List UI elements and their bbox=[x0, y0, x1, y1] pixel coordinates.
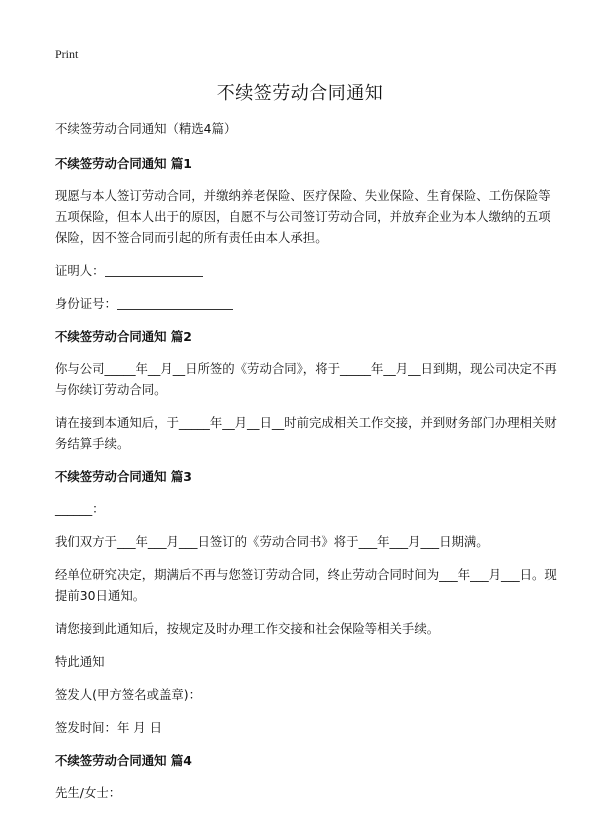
section-3-paragraph-4: 特此通知 bbox=[55, 654, 105, 669]
section-1-paragraph-1: 现愿与本人签订劳动合同，并缴纳养老保险、医疗保险、失业保险、生育保险、工伤保险等五项保险，但本人出于的原因，自愿不与公司签订劳动合同，并放弃企业为本人缴纳的五项保险，因不签合同而引起的所有责任由本人承担。 bbox=[55, 188, 551, 245]
id-number-label: 身份证号： bbox=[55, 296, 117, 311]
id-number-blank-line bbox=[117, 295, 233, 310]
section-heading-4: 不续签劳动合同通知 篇4 bbox=[55, 753, 192, 768]
section-3-paragraph-6: 签发时间：年 月 日 bbox=[55, 720, 163, 735]
section-3-paragraph-1: 我们双方于___年___月___日签订的《劳动合同书》将于___年___月___日期满。 bbox=[55, 534, 489, 549]
section-3-paragraph-5: 签发人(甲方签名或盖章)： bbox=[55, 687, 201, 702]
witness-field bbox=[55, 260, 560, 281]
section-3-paragraph-3: 请您接到此通知后，按规定及时办理工作交接和社会保险等相关手续。 bbox=[55, 621, 440, 636]
section-2-paragraph-2: 请在接到本通知后，于_____年__月__日__时前完成相关工作交接，并到财务部门办理相关财务结算手续。 bbox=[55, 415, 557, 451]
document-subtitle: 不续签劳动合同通知（精选4篇） bbox=[55, 121, 237, 136]
id-number-field bbox=[55, 293, 560, 314]
witness-label: 证明人： bbox=[55, 263, 105, 278]
page-title: 不续签劳动合同通知 bbox=[216, 83, 384, 104]
section-3-salutation: ______： bbox=[55, 501, 105, 516]
section-3-paragraph-2: 经单位研究决定，期满后不再与您签订劳动合同，终止劳动合同时间为___年___月___日。现提前30日通知。 bbox=[55, 567, 557, 603]
witness-blank-line bbox=[105, 262, 203, 277]
section-2-paragraph-1: 你与公司_____年__月__日所签的《劳动合同》，将于_____年__月__日到期，现公司决定不再与你续订劳动合同。 bbox=[55, 361, 557, 397]
section-heading-2: 不续签劳动合同通知 篇2 bbox=[55, 329, 192, 344]
print-label[interactable]: Print bbox=[55, 47, 79, 61]
section-heading-3: 不续签劳动合同通知 篇3 bbox=[55, 469, 192, 484]
document-body bbox=[55, 118, 560, 815]
section-4-paragraph-1: 先生/女士： bbox=[55, 785, 122, 800]
section-heading-1: 不续签劳动合同通知 篇1 bbox=[55, 156, 192, 171]
